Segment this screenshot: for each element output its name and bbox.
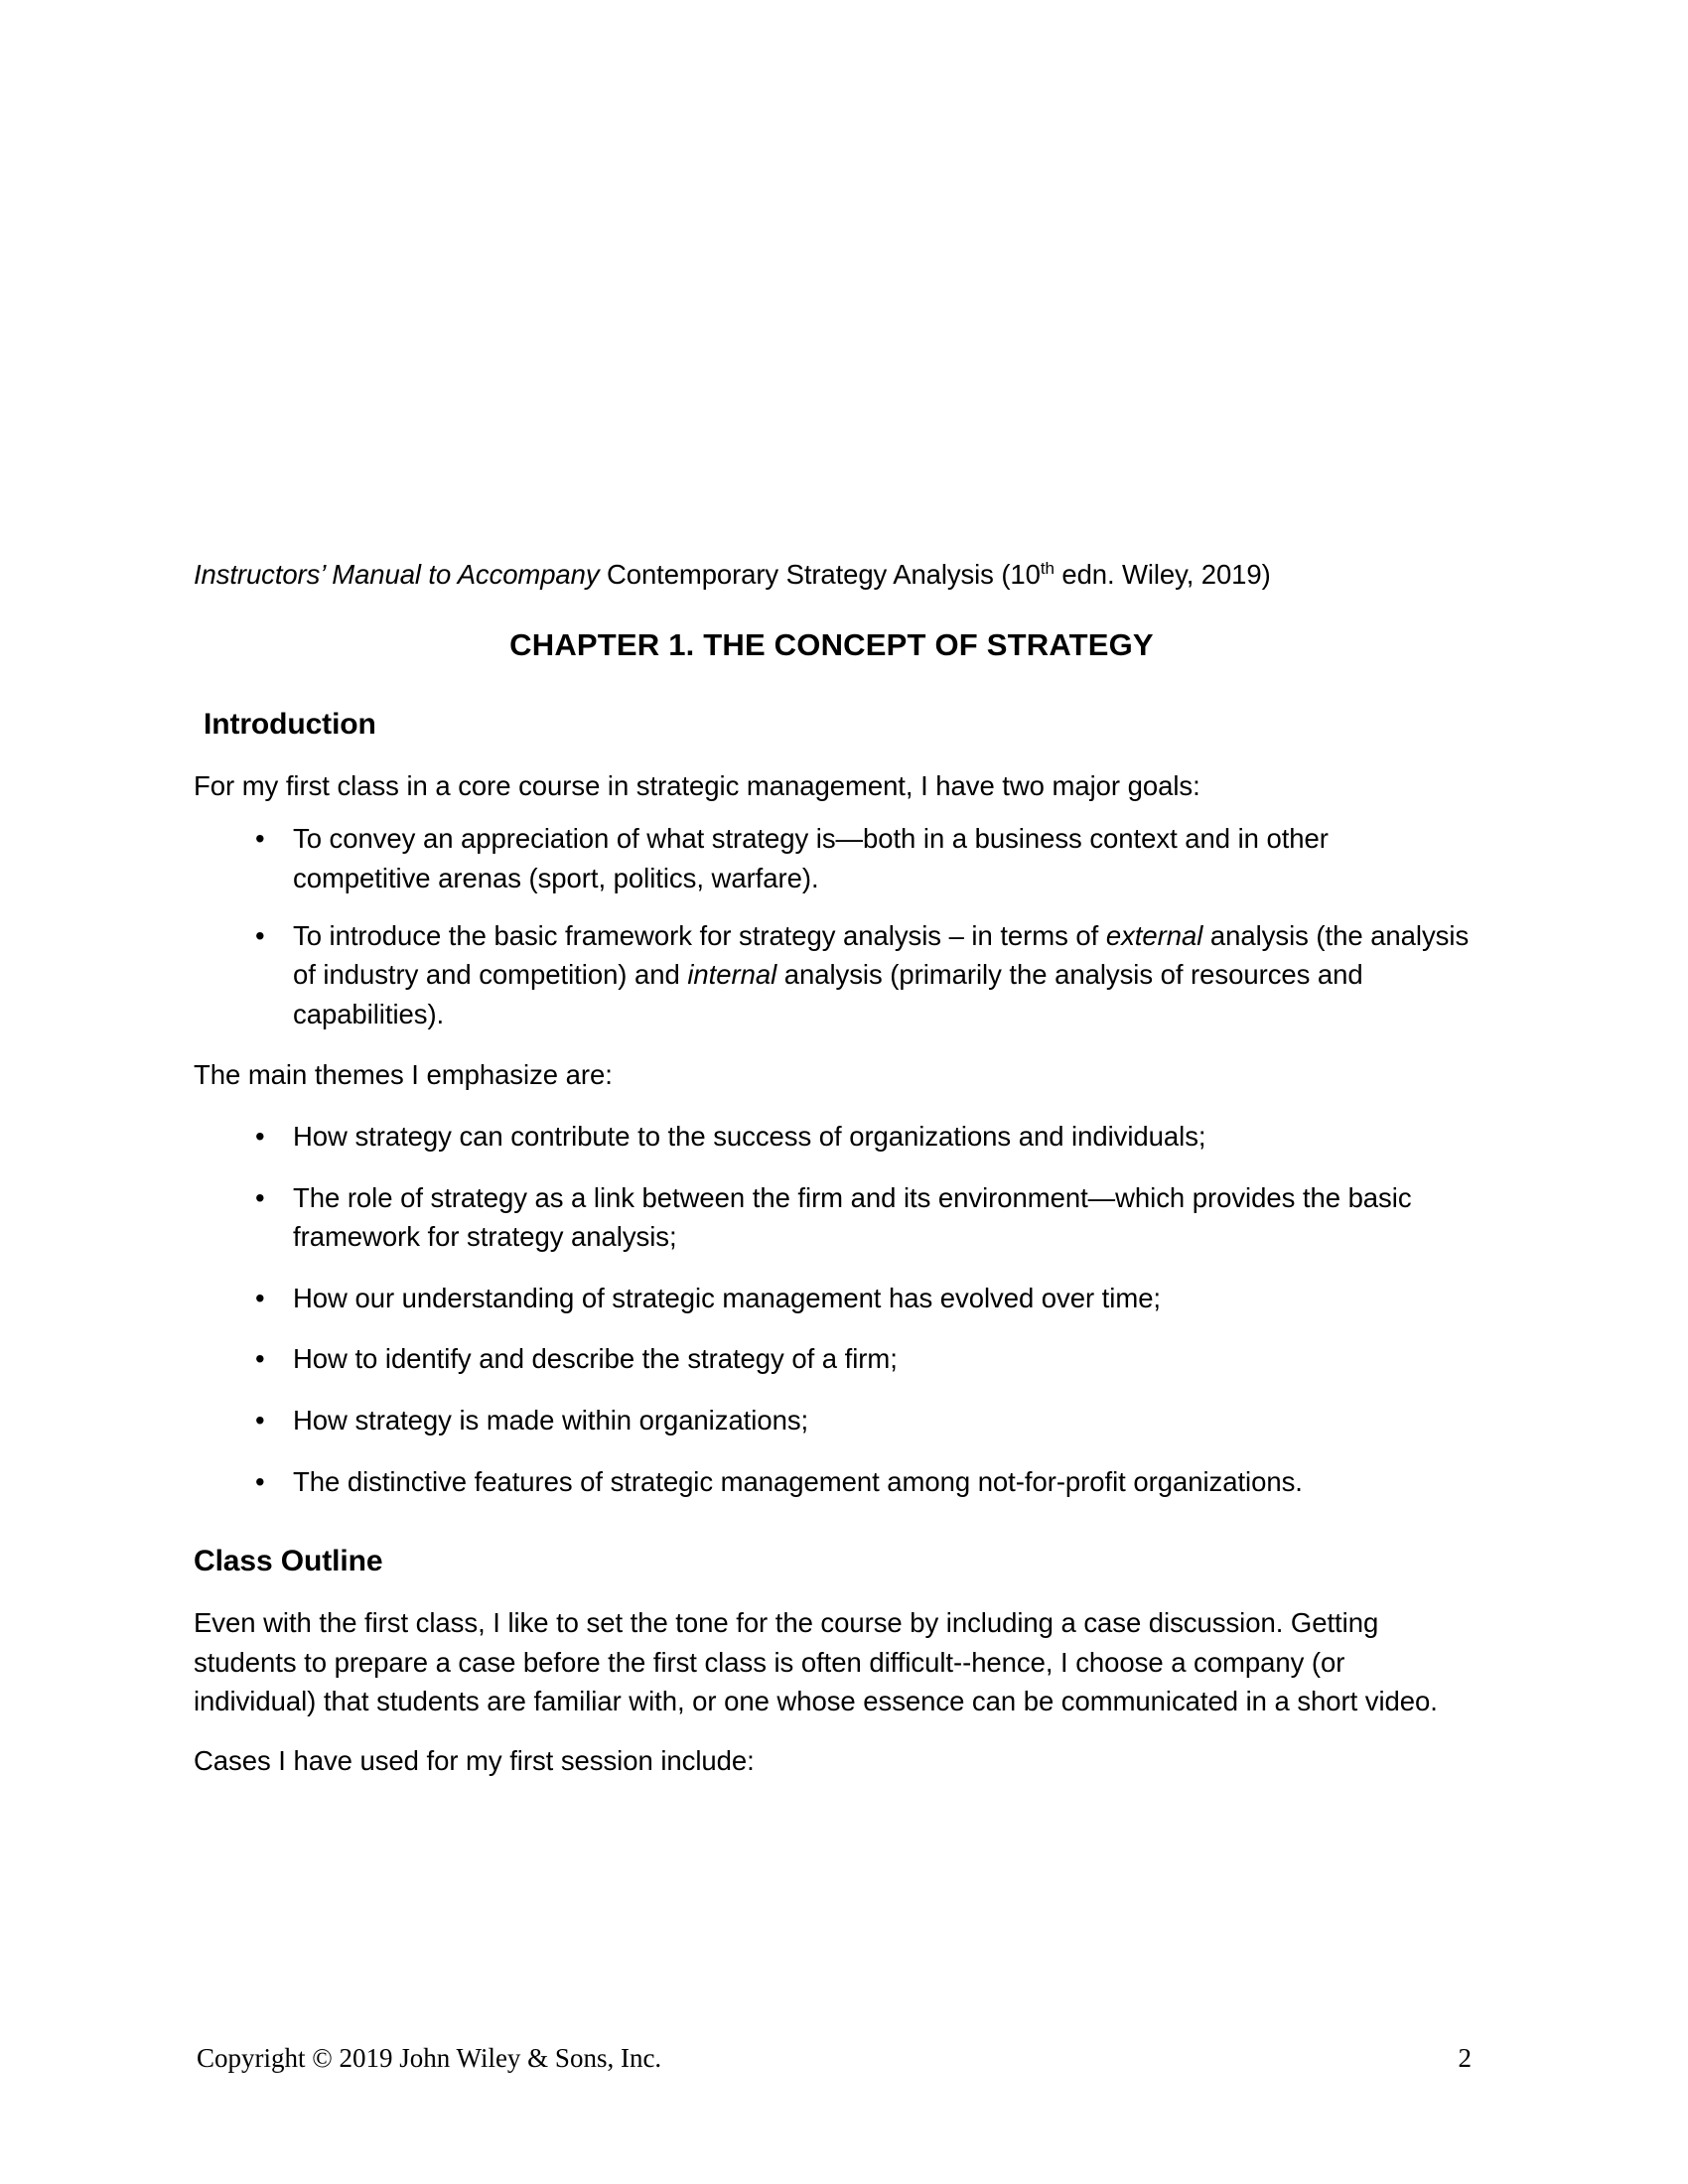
class-outline-paragraph-1: Even with the first class, I like to set the tone for the course by including a case discussion. Getting students to prepare a case before the first class is often difficult--hence, I choose a company (or individual) that students are familiar with, or one whose essence can be communicated in a short video. [194, 1607, 1438, 1717]
bullet-icon: • [255, 1181, 265, 1213]
goal-segment: To convey an appreciation of what strategy is—both in a business context and in other competitive arenas (sport, politics, warfare). [293, 823, 1329, 894]
theme-text: The role of strategy as a link between the firm and its environment—which provides the basic framework for strategy analysis; [293, 1181, 1412, 1253]
section-heading-class-outline: Class Outline [194, 1545, 383, 1578]
running-head-rest-before: Contemporary Strategy Analysis (10 [599, 559, 1041, 590]
page-footer [197, 2043, 1472, 2074]
running-head [194, 556, 1470, 594]
theme-text: How to identify and describe the strategy of a firm; [293, 1343, 898, 1375]
goal-segment: To introduce the basic framework for strategy analysis – in terms of [293, 919, 1106, 951]
list-item [194, 916, 1470, 1034]
bullet-icon: • [255, 919, 265, 951]
list-item [194, 1401, 1470, 1440]
page-number: 2 [1458, 2043, 1472, 2073]
running-head-superscript: th [1040, 558, 1055, 578]
themes-list [194, 1117, 1470, 1501]
list-item [194, 1462, 1470, 1502]
goals-list [194, 819, 1470, 1033]
class-outline-paragraph-2: Cases I have used for my first session include: [194, 1744, 755, 1776]
bullet-icon: • [255, 1343, 265, 1375]
goal-segment-emphasis-external: external [1105, 919, 1203, 951]
bullet-icon: • [255, 1465, 265, 1497]
theme-text: How strategy is made within organizations; [293, 1404, 809, 1435]
goal-segment: analysis (primarily the analysis of resources and capabilities). [293, 959, 1363, 1029]
bullet-icon: • [255, 823, 265, 855]
goal-text [293, 823, 1329, 893]
theme-text: How our understanding of strategic management has evolved over time; [293, 1282, 1162, 1313]
list-item [194, 1279, 1470, 1318]
goal-segment-emphasis-internal: internal [687, 959, 777, 991]
chapter-title: CHAPTER 1. THE CONCEPT OF STRATEGY [509, 626, 1154, 662]
running-head-italic: Instructors’ Manual to Accompany [194, 559, 600, 590]
bullet-icon: • [255, 1120, 265, 1152]
themes-intro-paragraph: The main themes I emphasize are: [194, 1059, 613, 1091]
list-item [194, 1178, 1470, 1257]
bullet-icon: • [255, 1282, 265, 1313]
section-heading-introduction: Introduction [204, 707, 376, 741]
page-content [194, 556, 1470, 1780]
copyright-notice: Copyright © 2019 John Wiley & Sons, Inc. [197, 2043, 662, 2073]
goal-text [293, 920, 1469, 1029]
list-item [194, 1117, 1470, 1157]
list-item [194, 819, 1470, 897]
bullet-icon: • [255, 1404, 265, 1435]
theme-text: How strategy can contribute to the success of organizations and individuals; [293, 1120, 1206, 1152]
running-head-rest-after: edn. Wiley, 2019) [1054, 559, 1271, 590]
theme-text: The distinctive features of strategic management among not-for-profit organizations. [293, 1465, 1303, 1497]
introduction-paragraph: For my first class in a core course in strategic management, I have two major goals: [194, 769, 1200, 801]
goal-segment: analysis (the analysis of industry and competition) and [293, 919, 1470, 991]
list-item [194, 1339, 1470, 1379]
